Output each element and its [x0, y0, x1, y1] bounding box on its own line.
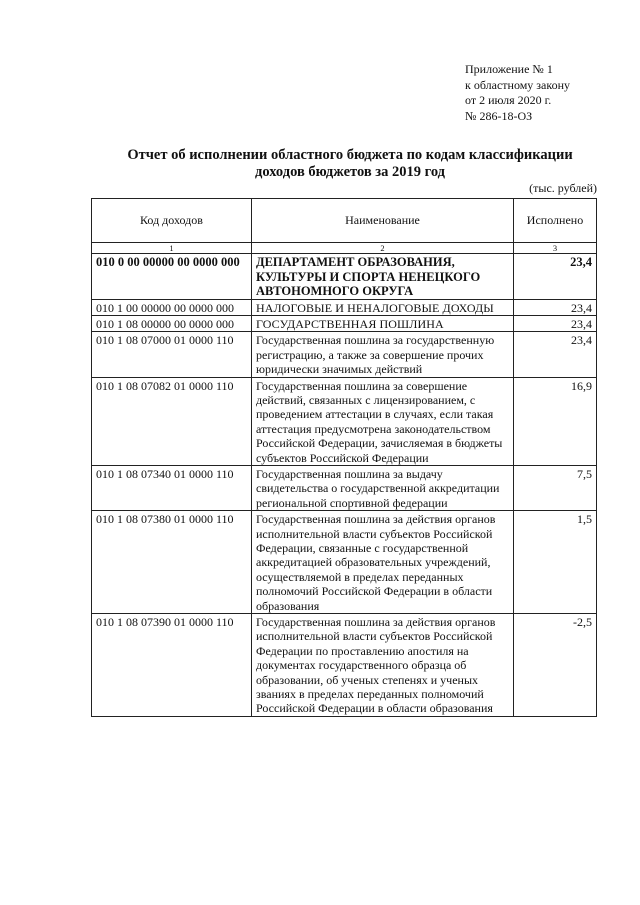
- row-code: 010 1 08 07000 01 0000 110: [92, 332, 252, 377]
- appendix-note: [465, 62, 570, 124]
- row-name: Государственная пошлина за действия органов исполнительной власти субъектов Российской Федерации по проставлению апостиля на документах государственного образца об образовании, об ученых степенях и ученых званиях в пределах переданных полномочий Российской Федерации в области образования: [252, 614, 514, 717]
- appendix-line: № 286-18-ОЗ: [465, 108, 533, 123]
- column-number-row: [92, 243, 597, 254]
- row-amount: -2,5: [514, 614, 597, 717]
- header-code: Код доходов: [92, 199, 252, 243]
- report-title: [60, 147, 640, 181]
- row-amount: 16,9: [514, 377, 597, 465]
- column-number: 2: [252, 243, 514, 254]
- row-amount: 23,4: [514, 254, 597, 300]
- row-name: Государственная пошлина за действия органов исполнительной власти субъектов Российской Федерации, связанные с государственной аккредитацией образовательных учреждений, осуществляемой в пределах переданных полномочий Российской Федерации в области образования: [252, 511, 514, 614]
- appendix-line: Приложение № 1: [465, 62, 553, 76]
- table-header-row: [92, 199, 597, 243]
- column-number: 1: [92, 243, 252, 254]
- row-name: Государственная пошлина за выдачу свидетельства о государственной аккредитации региональной спортивной федерации: [252, 465, 514, 510]
- row-amount: 23,4: [514, 332, 597, 377]
- table-row: [92, 332, 597, 377]
- row-code: 010 1 08 07340 01 0000 110: [92, 465, 252, 510]
- appendix-line: к областному закону: [465, 77, 571, 92]
- table-row: [92, 254, 597, 300]
- revenue-table: [91, 198, 597, 717]
- row-name: ГОСУДАРСТВЕННАЯ ПОШЛИНА: [252, 315, 514, 331]
- row-code: 010 1 08 00000 00 0000 000: [92, 315, 252, 331]
- header-name: Наименование: [252, 199, 514, 243]
- report-title-line-2: доходов бюджетов за 2019 год: [254, 164, 446, 180]
- row-amount: 7,5: [514, 465, 597, 510]
- row-code: 010 1 08 07082 01 0000 110: [92, 377, 252, 465]
- header-amount: Исполнено: [514, 199, 597, 243]
- table-row: [92, 465, 597, 510]
- table-row: [92, 511, 597, 614]
- row-code: 010 1 08 07380 01 0000 110: [92, 511, 252, 614]
- row-amount: 23,4: [514, 315, 597, 331]
- row-code: 010 1 08 07390 01 0000 110: [92, 614, 252, 717]
- row-code: 010 1 00 00000 00 0000 000: [92, 299, 252, 315]
- row-code: 010 0 00 00000 00 0000 000: [92, 254, 252, 300]
- table-row: [92, 299, 597, 315]
- row-name: Государственная пошлина за государственную регистрацию, а также за совершение прочих юридически значимых действий: [252, 332, 514, 377]
- table-row: [92, 315, 597, 331]
- table-row: [92, 377, 597, 465]
- row-amount: 23,4: [514, 299, 597, 315]
- report-title-line-1: Отчет об исполнении областного бюджета по кодам классификации: [127, 147, 573, 163]
- row-amount: 1,5: [514, 511, 597, 614]
- column-number: 3: [514, 243, 597, 254]
- table-row: [92, 614, 597, 717]
- row-name: ДЕПАРТАМЕНТ ОБРАЗОВАНИЯ, КУЛЬТУРЫ И СПОРТА НЕНЕЦКОГО АВТОНОМНОГО ОКРУГА: [252, 254, 514, 300]
- appendix-line: от 2 июля 2020 г.: [465, 93, 552, 107]
- units-label: (тыс. рублей): [529, 181, 597, 195]
- row-name: НАЛОГОВЫЕ И НЕНАЛОГОВЫЕ ДОХОДЫ: [252, 299, 514, 315]
- row-name: Государственная пошлина за совершение действий, связанных с лицензированием, с проведением аттестации в случаях, если такая аттестация предусмотрена законодательством Российской Федерации, зачисляемая в бюджеты субъектов Российской Федерации: [252, 377, 514, 465]
